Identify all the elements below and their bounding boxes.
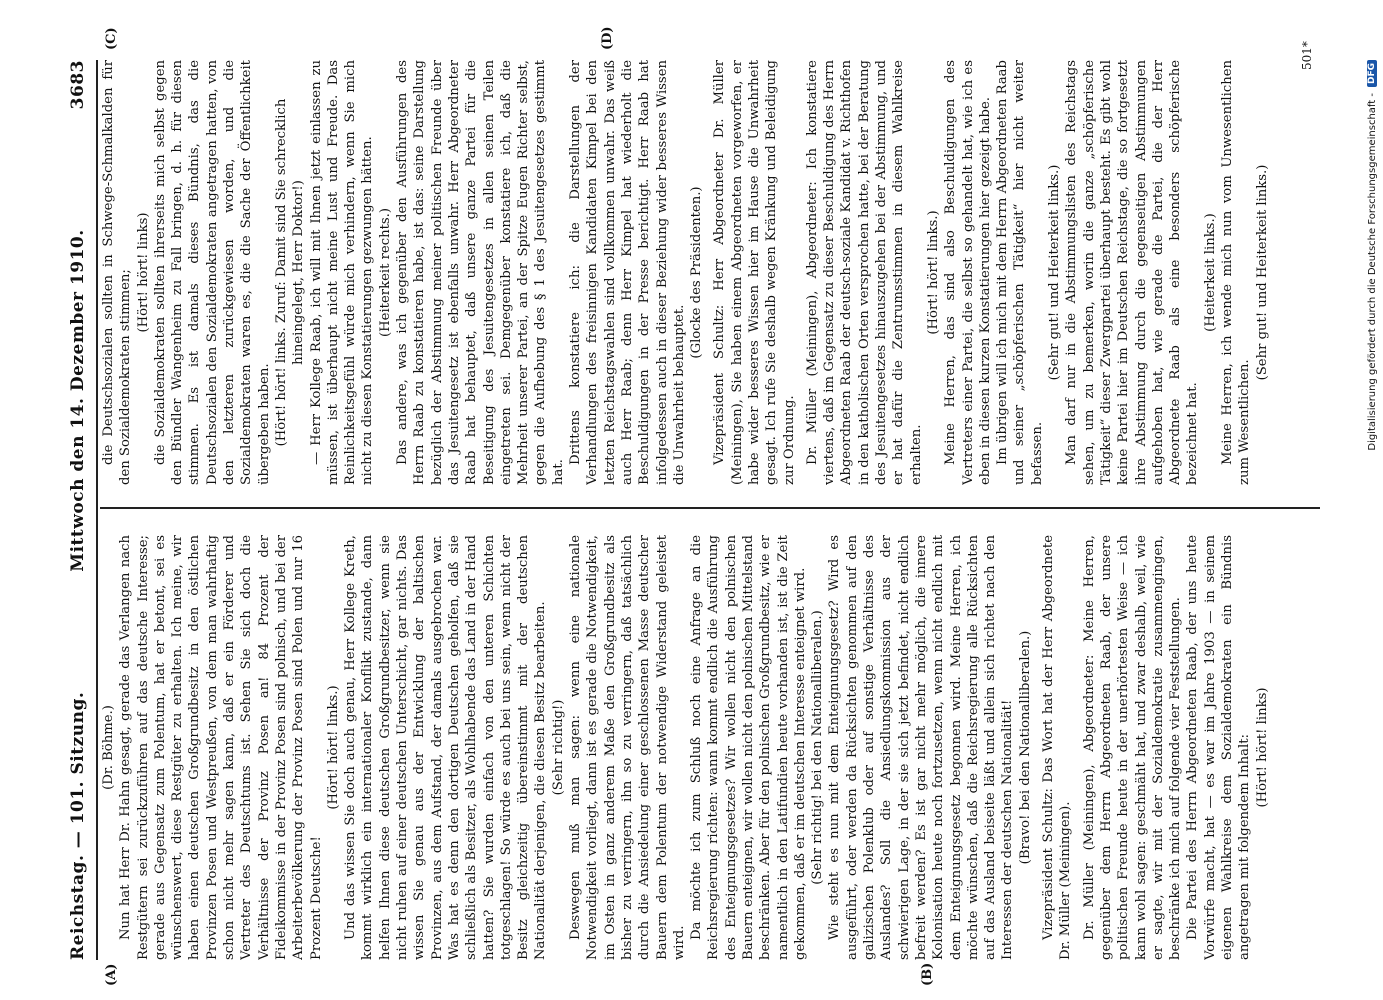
paragraph: die Deutschsozialen sollten in Schwege-Schmalkalden für den Sozialdemokraten stimmen; (101, 60, 134, 485)
paragraph: (Hört! hört! links.) (325, 685, 341, 810)
paragraph: — Herr Kollege Raab, ich will mit Ihnen jetzt einlassen zu müssen, ist überhaupt nicht meine Lust und Freude. Das Reinlichkeitsgefühl würde mich verhindern, wenn Sie mich nicht zu diesen Konstatierungen gezwungen hätten. (308, 60, 376, 485)
paragraph: (Bravo! bei den Nationalliberalen.) (1017, 630, 1033, 865)
dfg-logo: DFG (1367, 60, 1377, 87)
paragraph: Dr. Müller (Meiningen), Abgeordneter: Meine Herren, gegenüber dem Herrn Abgeordneten Raab, der unsere politischen Freunde heute in der unerhörtesten Weise — ich kann wohl sagen: geschmäht hat, und zwar deshalb, weil, wie er sagte, wir mit der Sozialdemokratie zusammengingen, beschränke ich mich auf folgende vier Feststellungen. (1081, 535, 1184, 960)
paragraph: (Hört! hört! links) (1254, 687, 1270, 808)
digitization-imprint (1365, 60, 1379, 960)
margin-marker-d: (D) (600, 26, 615, 50)
paragraph: (Hört! hört! links. Zuruf: Damit sind Sie schrecklich hineingelegt, Herr Doktor!) (273, 98, 307, 447)
column-divider (100, 507, 1320, 509)
page-number: 3683 (68, 60, 88, 110)
paragraph: (Hört! hört! links) (135, 212, 151, 333)
header-date: Mittwoch den 14. Dezember 1910. (68, 229, 88, 572)
paragraph: (Dr. Böhme.) (101, 705, 116, 790)
paragraph: Und das wissen Sie doch auch genau, Herr Kollege Kreth, kommt wirklich ein internationaler Konflikt zustande, dann helfen Ihnen diese deutschen Großgrundbesitzer, wenn sie nicht ruhen auf einer deutschen Unterschicht, gar nichts. Das wissen Sie genau aus der Entwicklung der baltischen Provinzen, aus dem Aufstand, der damals ausgebrochen war. Was hat es denn den dortigen Deutschen geholfen, daß sie schließlich als Besitzer, als Wohlhabende das Land in der Hand hatten? Sie wurden einfach von den unteren Schichten totgeschlagen! So würde es auch bei uns sein, wenn nicht der Besitz gleichzeitig übereinstimmt mit der deutschen Nationalität derjenigen, die diesen Besitz bearbeiten. (343, 535, 549, 960)
paragraph: Meine Herren, das sind also Beschuldigungen des Vertreters einer Partei, die selbst so gehandelt hat, wie ich es eben in diesen kurzen Konstatierungen hier gezeigt habe. (943, 60, 993, 485)
margin-marker-b: (B) (920, 962, 935, 986)
paragraph: (Heiterkeit links.) (1202, 213, 1218, 332)
paragraph: Drittens konstatiere ich: die Darstellungen der Verhandlungen des freisinnigen Kandidaten Kimpel bei den letzten Reichstagswahlen sind vollkommen unwahr. Das weiß auch Herr Raab; denn Herr Kimpel hat wiederholt die Beschuldigungen in der Presse berichtigt. Herr Raab hat infolgedessen auch in dieser Beziehung wider besseres Wissen die Unwahrheit behauptet. (568, 60, 687, 485)
header-left: Reichstag. — 101. Sitzung. (68, 691, 88, 960)
paragraph: Deswegen muß man sagen: wenn eine nationale Notwendigkeit vorliegt, dann ist es gerade die Notwendigkeit, im Osten in ganz anderem Maße den Großgrundbesitz als bisher zu verringern, ihn so zu verringern, daß tatsächlich durch die Ansiedelung einer geschlossenen Masse deutscher Bauern dem Polentum der notwendige Widerstand geleistet wird. (568, 535, 687, 960)
paragraph: (Sehr richtig!) (550, 699, 566, 796)
paragraph: (Heiterkeit rechts.) (377, 208, 393, 337)
right-column (100, 60, 1330, 485)
paragraph: Im übrigen will ich mich mit dem Herrn Abgeordneten Raab und seiner „schöpferischen Tätigkeit“ hier nicht weiter befassen. (995, 60, 1045, 485)
paragraph: (Sehr gut! und Heiterkeit links.) (1254, 164, 1270, 381)
paragraph: (Sehr richtig! bei den Nationalliberalen.) (810, 610, 826, 885)
header-rule (96, 60, 98, 960)
paragraph: Vizepräsident Schultz: Herr Abgeordneter Dr. Müller (Meiningen), Sie haben einem Abgeordneten vorgeworfen, er habe wider besseres Wissen hier im Hause die Unwahrheit gesagt. Ich rufe Sie deshalb wegen Kränkung und Beleidigung zur Ordnung. (712, 60, 797, 485)
paragraph: Nun hat Herr Dr. Hahn gesagt, gerade das Verlangen nach Restgütern sei zurückzuführen auf das deutsche Interesse; gerade aus Gegensatz zum Polentum, hat er betont, sei es wünschenswert, diese Restgüter zu erhalten. Ich meine, wir haben einen deutschen Großgrundbesitz in den östlichen Provinzen Posen und Westpreußen, von dem man wahrhaftig schon nicht mehr sagen kann, daß er ein Förderer und Vertreter des Deutschtums ist. Sehen Sie sich doch die Verhältnisse der Provinz Posen an! 84 Prozent der Fideikommisse in der Provinz Posen sind polnisch, und bei der Arbeiterbevölkerung der Provinz Posen sind Polen und nur 16 Prozent Deutsche! (118, 535, 324, 960)
paragraph: Wie steht es nun mit dem Enteignungsgesetz? Wird es ausgeführt, oder werden da Rücksichten genommen auf den galizischen Polenklub oder auf sonstige Verhältnisse des Auslandes? Soll die Ansiedlungskommission aus der schwierigen Lage, in der sie sich jetzt befindet, nicht endlich befreit werden? Es ist gar nicht mehr möglich, die innere Kolonisation heute noch fortzusetzen, wenn nicht endlich mit dem Enteignungsgesetz begonnen wird. Meine Herren, ich möchte wünschen, daß die Reichsregierung alle Rücksichten auf das Ausland beiseite läßt und allein sich richtet nach den Interessen der deutschen Nationalität! (827, 535, 1016, 960)
paragraph: (Hört! hört! links.) (925, 210, 941, 335)
paragraph: Dr. Müller (Meiningen), Abgeordneter: Ich konstatiere viertens, daß im Gegensatz zu dieser Beschuldigung des Herrn Abgeordneten Raab der deutsch-soziale Kandidat v. Richthofen in den katholischen Orten versprochen hatte, bei der Beratung des Jesuitengesetzes hinauszugehen bei der Abstimmung, und er hat dafür die Zentrumsstimmen in diesem Wahlkreise erhalten. (804, 60, 924, 485)
page-header (58, 60, 98, 960)
paragraph: die Sozialdemokraten sollten ihrerseits mich selbst gegen den Bündler Wangenheim zu Fall bringen, d. h. für diesen stimmen. Es ist damals dieses Bündnis, das die Deutschsozialen den Sozialdemokraten angetragen hatten, von den letzteren zurückgewiesen worden, und die Sozialdemokraten waren es, die die Sache der Öffentlichkeit übergeben haben. (152, 60, 272, 485)
paragraph: Das andere, was ich gegenüber den Ausführungen des Herrn Raab zu konstatieren habe, ist das: seine Darstellung bezüglich der Abstimmung meiner politischen Freunde über das Jesuitengesetz ist ebenfalls unwahr. Herr Abgeordneter Raab hat behauptet, daß unsere ganze Partei für die Beseitigung des Jesuitengesetzes in allen seinen Teilen eingetreten sei. Demgegenüber konstatiere ich, daß die Mehrheit unserer Partei, an der Spitze Eugen Richter selbst, gegen die Aufhebung des § 1 des Jesuitengesetzes gestimmt hat. (395, 60, 566, 485)
paragraph: Da möchte ich zum Schluß noch eine Anfrage an die Reichsregierung richten: wann kommt endlich die Ausführung des Enteignungsgesetzes? Wir wollen nicht den polnischen Bauern enteignen, wir wollen nicht den polnischen Mittelstand beschränken. Aber für den polnischen Großgrundbesitz, wie er namentlich in den Latifundien heute vorhanden ist, ist die Zeit gekommen, daß er im deutschen Interesse enteignet wird. (689, 535, 808, 960)
paragraph: (Glocke des Präsidenten.) (689, 186, 705, 359)
margin-marker-a: (A) (104, 963, 119, 986)
imprint-text: Digitalisierung gefördert durch die Deutsche Forschungsgemeinschaft - (1366, 93, 1378, 451)
signature-number: 501* (1300, 41, 1314, 70)
paragraph: Man darf nur in die Abstimmungslisten des Reichstags sehen, um zu bemerken, worin die ganze „schöpferische Tätigkeit“ dieser Zwergpartei überhaupt besteht. Es gibt wohl keine Partei hier im Deutschen Reichstage, die so fortgesetzt ihre Abstimmung durch die gegenseitigen Abstimmungen aufgehoben hat, wie gerade die Partei, die der Herr Abgeordnete Raab als eine besonders schöpferische bezeichnet hat. (1064, 60, 1201, 485)
margin-marker-c: (C) (104, 27, 119, 50)
paragraph: Meine Herren, ich wende mich nun vom Unwesentlichen zum Wesentlichen. (1220, 60, 1253, 485)
paragraph: Vizepräsident Schultz: Das Wort hat der Herr Abgeordnete Dr. Müller (Meiningen). (1041, 535, 1074, 960)
paragraph: (Sehr gut! und Heiterkeit links.) (1047, 164, 1063, 381)
left-column (100, 535, 1330, 960)
paragraph: Die Partei des Herrn Abgeordneten Raab, der uns heute Vorwürfe macht, hat — es war im Jahre 1903 — in seinem eigenen Wahlkreise dem Sozialdemokraten ein Bündnis angetragen mit folgendem Inhalt: (1185, 535, 1253, 960)
